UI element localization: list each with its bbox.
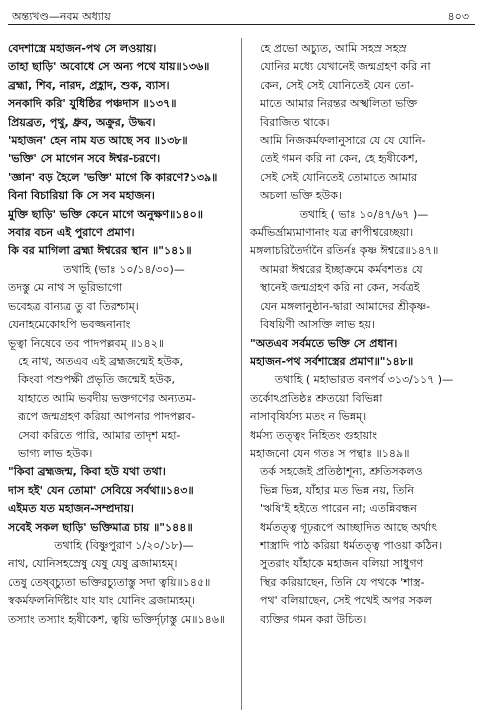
text-line: যেনাহমেকোঽপি ভবজ্জনানাং <box>8 318 131 332</box>
text-line: 'ঋষি'ই হইতে পারেন না; এতন্নিবন্ধন <box>260 502 417 516</box>
text-line: ভূত্বা নিষেবে তব পাদপল্লবম্ ॥১৪২॥ <box>8 336 165 350</box>
text-line: 'ভক্তি' সে মাগেন সবে ঈশ্বর-চরণে। <box>8 152 161 166</box>
text-line: নাথ, যোনিসহস্রেষু যেষু যেষু ব্রজাম্যহম্। <box>8 557 178 571</box>
text-line: তথাহি (বিষ্ণুপুরাণ ১/২০/১৮)— <box>54 538 194 552</box>
text-line: সনকাদি করি' যুধিষ্ঠির পঞ্চদাস ॥১৩৭॥ <box>8 97 177 111</box>
text-line: যেন মঙ্গলানুষ্ঠান-দ্বারা আমাদের শ্রীকৃষ্ণ- <box>260 299 431 313</box>
right-column <box>250 40 478 629</box>
text-line: নাসাবৃষির্যস্য মতং ন ভিন্নম্। <box>250 410 367 424</box>
text-line: ব্যক্তির গমন করা উচিত। <box>260 612 367 626</box>
text-line: মহাজন-পথ সর্বশাস্ত্রের প্রমাণ॥"১৪৮॥ <box>250 354 414 368</box>
text-line: তেই গমন করি না কেন, হে হৃষীকেশ, <box>260 152 418 166</box>
page-number: ৪০৩ <box>447 10 469 23</box>
text-line: সুতরাং যাঁহাকে মহাজন বলিয়া সাধুগণ <box>260 557 424 571</box>
text-line: মুক্তি ছাড়ি' ভক্তি কেনে মাগে অনুক্ষণ॥১৪০॥ <box>8 207 203 221</box>
text-line: মঙ্গলাচরিতৈর্দানৈ রতির্নঃ কৃষ্ণ ঈশ্বরে॥১৪৭॥ <box>250 244 439 258</box>
text-line: কি বর মাগিলা ব্রহ্মা ঈশ্বরের স্থান ॥"১৪১॥ <box>8 244 192 258</box>
header-rule <box>8 24 475 25</box>
text-line: কিংবা পশুপক্ষী প্রভৃতি জন্মেই হউক, <box>18 373 175 387</box>
text-line: ধর্মস্য তত্ত্বং নিহিতং গুহায়াং <box>250 428 378 442</box>
text-line: তর্ক সহজেই প্রতিষ্ঠাশূন্য, শ্রুতিসকলও <box>260 465 423 479</box>
text-line: ব্রহ্মা, শিব, নারদ, প্রহ্লাদ, শুক, ব্যাস। <box>8 78 170 92</box>
text-line: তর্কোঽপ্রতিষ্ঠঃ শ্রুতয়ো বিভিন্না <box>250 391 383 405</box>
left-column <box>8 40 240 629</box>
text-line: হে প্রভো অচ্যুত, আমি সহস্র সহস্র <box>260 42 407 55</box>
text-line: তস্যাং তস্যাং হৃষীকেশ, ত্বয়ি ভক্তির্দৃঢ়াস্তু মে॥১৪৬॥ <box>8 612 226 626</box>
text-line: মাতে আমার নিরন্তর অস্খলিতা ভক্তি <box>260 97 418 111</box>
text-line: সবেই সকল ছাড়ি' ভক্তিমাত্র চায় ॥"১৪৪॥ <box>8 520 193 534</box>
text-line: যোনির মধ্যে যেখানেই জন্মগ্রহণ করি না <box>260 60 431 74</box>
text-line: "কিবা ব্রহ্মজন্ম, কিবা হউ যথা তথা। <box>8 465 166 479</box>
text-line: তথাহি (ভাঃ ১০/১৪/৩০)— <box>63 262 185 276</box>
text-line: সেবা করিতে পারি, আমার তাদৃশ মহা- <box>18 428 181 442</box>
text-line: আমরা ঈশ্বরের ইচ্ছাক্রমে কর্মবশতঃ যে <box>260 262 423 276</box>
text-line: কেন, সেই সেই যোনিতেই যেন তো- <box>260 78 414 92</box>
text-line: সবার বচন এই পুরাণে প্রমাণ। <box>8 226 135 240</box>
text-line: ভাগ্য লাভ হউক। <box>18 446 93 460</box>
text-line: ধর্মতত্ত্ব গূঢ়রূপে আচ্ছাদিত আছে অর্থাৎ <box>260 520 437 534</box>
text-line: ভিন্ন ভিন্ন, যাঁহার মত ভিন্ন নয়, তিনি <box>260 483 414 497</box>
text-line: তেষু তেষ্ব্চ্যুতা ভক্তিরচ্যুতাস্তু সদা ত্বয়ি॥১৪৫॥ <box>8 575 211 589</box>
text-line: "অতএব সর্বমতে ভক্তি সে প্রধান। <box>250 336 398 350</box>
chapter-title: অন্ত্যখণ্ড—নবম অধ্যায় <box>12 10 111 23</box>
text-line: দাস হই' যেন তোমা' সেবিয়ে সর্বথা॥১৪৩॥ <box>8 483 194 497</box>
text-line: তথাহি ( মহাভারত বনপর্ব ৩১৩/১১৭ )— <box>274 373 454 387</box>
text-line: সেই সেই যোনিতেই তোমাতে আমার <box>260 170 418 184</box>
text-line: কর্মভির্ভ্রাম্যমাণানাং যত্র ক্বাপীশ্বরেচ্ছয়া। <box>250 226 414 240</box>
running-header <box>6 8 477 24</box>
text-line: বেদশাস্ত্রে মহাজন-পথ সে লওয়ায়। <box>8 42 157 55</box>
text-line: আমি নিজকর্মফলানুসারে যে যে যোনি- <box>260 134 426 148</box>
text-line: স্বকর্মফলনির্দিষ্টাং যাং যাং যোনিং ব্রজাম্যহম্। <box>8 594 195 608</box>
text-line: রূপে জন্মগ্রহণ করিয়া আপনার পাদপল্লব- <box>18 410 196 424</box>
text-line: স্থানেই জন্মগ্রহণ করি না কেন, সর্বত্রই <box>260 281 420 295</box>
column-divider <box>241 38 242 710</box>
text-line: প্রিয়ব্রত, পৃথু, ধ্রুব, অক্রুর, উদ্ধব। <box>8 115 156 129</box>
text-line: বিষয়িণী আসক্তি লাভ হয়। <box>260 318 375 332</box>
text-line: তাহা ছাড়ি' অবোধে সে অন্য পথে যায়॥১৩৬॥ <box>8 60 210 74</box>
text-line: বিরাজিত থাকে। <box>260 115 330 129</box>
text-line: তথাহি ( ভাঃ ১০/৪৭/৬৭ )— <box>299 207 429 221</box>
text-line: মহাজনো যেন গতঃ স পন্থাঃ ॥১৪৯॥ <box>250 446 410 460</box>
text-line: স্থির করিয়াছেন, তিনি যে পথকে 'শাস্ত্র- <box>260 575 425 589</box>
text-line: 'জ্ঞান' বড় হৈলে 'ভক্তি' মাগে কি কারণে?১৩৯॥ <box>8 170 218 184</box>
text-line: বিনা বিচারিয়া কি সে সব মহাজন। <box>8 189 155 203</box>
text-line: যাহাতে আমি ভবদীয় ভক্তগণের অন্যতম- <box>18 391 196 405</box>
text-line: পথ' বলিয়াছেন, সেই পথেই অপর সকল <box>260 594 432 608</box>
text-line: এইমত যত মহাজন-সম্প্রদায়। <box>8 502 134 516</box>
text-line: শাস্ত্রাদি পাঠ করিয়া ধর্মতত্ত্ব পাওয়া কঠিন। <box>260 538 443 552</box>
text-line: হে নাথ, অতএব এই ব্রহ্মজন্মেই হউক, <box>18 354 184 368</box>
text-line: 'মহাজন' হেন নাম যত আছে সব ॥১৩৮॥ <box>8 134 188 148</box>
text-line: তদস্তু মে নাথ স ভূরিভাগো <box>8 281 123 295</box>
text-line: অচলা ভক্তি হউক। <box>260 189 342 203</box>
text-line: ভবেহত্র বান্যত্র তু বা তিরশ্চাম্। <box>8 299 139 313</box>
